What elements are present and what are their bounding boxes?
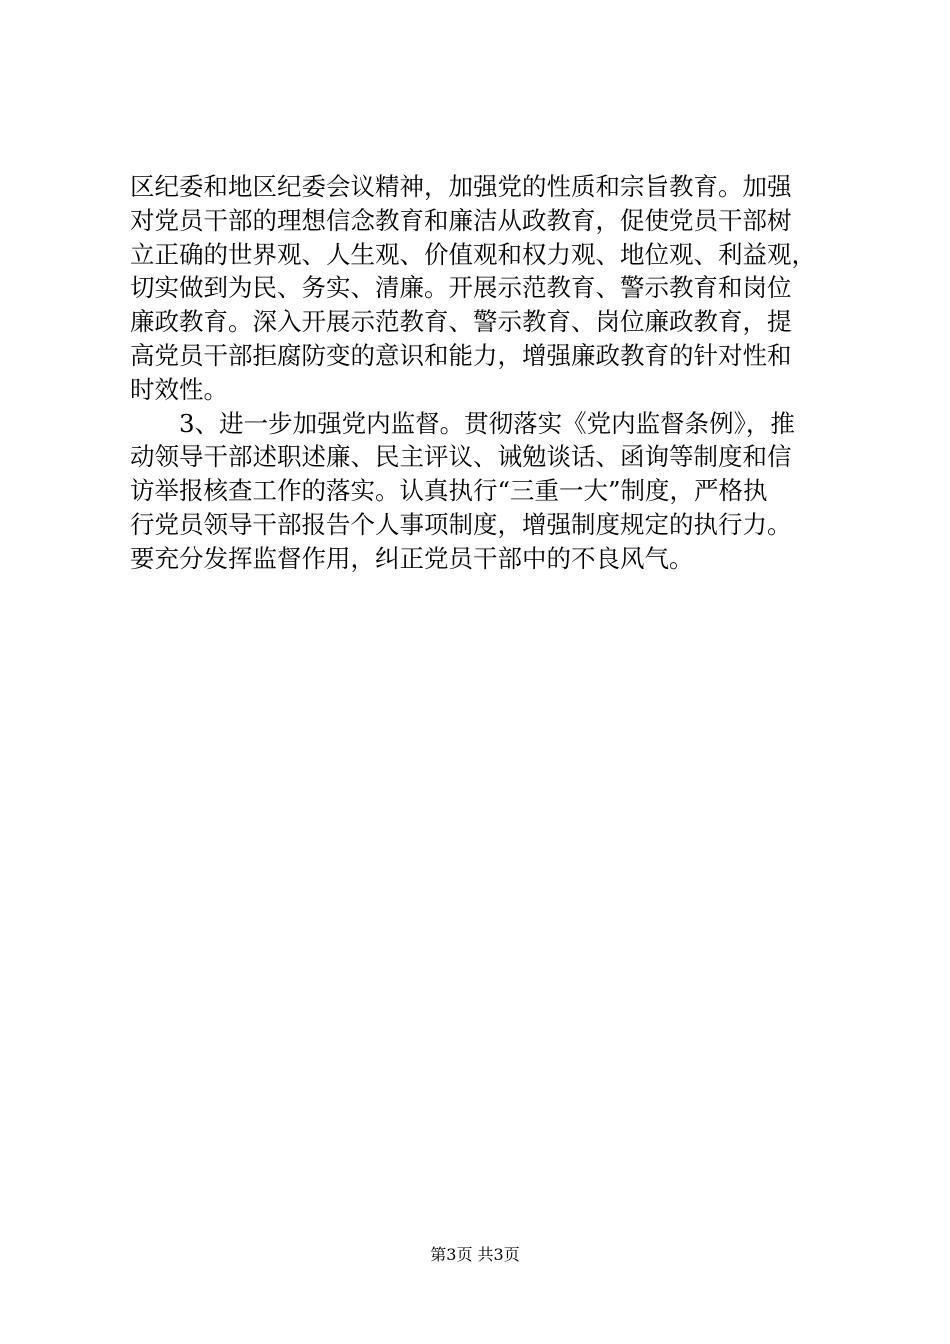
text-line: 高党员干部拒腐防变的意识和能力，增强廉政教育的针对性和	[130, 340, 792, 370]
text-line: 访举报核查工作的落实。认真执行“三重一大”制度，严格执	[130, 476, 768, 506]
text-line: 区纪委和地区纪委会议精神，加强党的性质和宗旨教育。加强	[130, 172, 792, 201]
text-line: 切实做到为民、务实、清廉。开展示范教育、警示教育和岗位	[130, 273, 792, 303]
document-body	[130, 170, 865, 576]
text-line: 对党员干部的理想信念教育和廉洁从政教育，促使党员干部树	[130, 205, 792, 235]
page-footer	[0, 1244, 950, 1266]
text-line: 要充分发挥监督作用，纠正党员干部中的不良风气。	[130, 543, 694, 573]
text-line: 动领导干部述职述廉、民主评议、诫勉谈话、函询等制度和信	[130, 442, 792, 472]
paragraph-1	[130, 170, 865, 407]
text-line: 时效性。	[130, 374, 228, 404]
text-line: 3、进一步加强党内监督。贯彻落实《党内监督条例》，推	[130, 408, 795, 438]
text-line: 立正确的世界观、人生观、价值观和权力观、地位观、利益观，	[130, 239, 816, 269]
text-line: 廉政教育。深入开展示范教育、警示教育、岗位廉政教育，提	[130, 307, 792, 337]
paragraph-2	[130, 407, 865, 576]
page-number-label: 第3页 共3页	[430, 1245, 520, 1264]
text-line: 行党员领导干部报告个人事项制度，增强制度规定的执行力。	[130, 509, 792, 539]
